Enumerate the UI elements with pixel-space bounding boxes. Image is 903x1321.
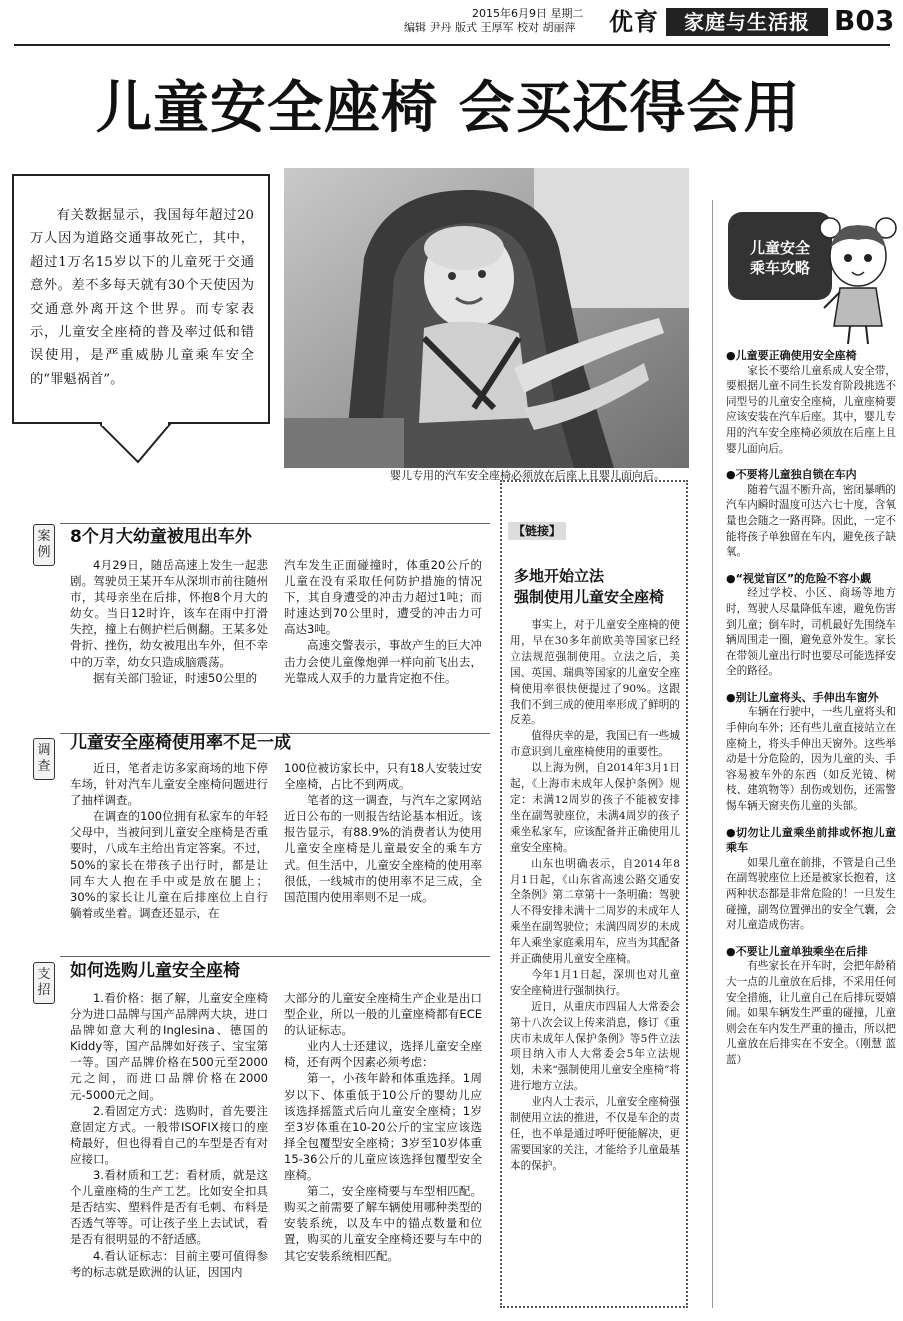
section-rule-tips (60, 956, 490, 957)
link-p6: 近日，从重庆市四届人大常委会第十八次会议上传来消息，修订《重庆市未成年人保护条例》等5件立法项目纳入市人大常委会5年立法规划，未来“强制使用儿童安全座椅”将进行地方立法。 (510, 1000, 680, 1093)
safety-tip-5-body: 如果儿童在前排，不管是自己坐在副驾驶座位上还是被家长抱着，这两种状态都是非常危险的！一旦发生碰撞，副驾位置弹出的安全气囊，会对儿童造成伤害。 (726, 856, 896, 932)
masthead-date: 2015年6月9日 星期二 (472, 7, 584, 20)
tips-col1-p4: 4.看认证标志：目前主要可值得参考的标志就是欧洲的认证，因国内 (70, 1248, 268, 1279)
link-p2: 值得庆幸的是，我国已有一些城市意识到儿童座椅使用的重要性。 (510, 730, 680, 759)
safety-tip-2-title: ●不要将儿童独自锁在车内 (726, 468, 857, 482)
side-title (728, 238, 832, 278)
photo-baby-car-seat (284, 168, 689, 468)
safety-tip-4-body: 车辆在行驶中，一些儿童将头和手伸向车外；还有些儿童直接站立在座椅上，将头手伸出天窗外。这些举动是十分危险的，因为儿童的头、手容易被车外的东西（如反光镜、树枝、建筑物等）刮伤或划伤，还需警惕车辆天窗夹伤儿童的头部。 (726, 706, 896, 813)
safety-tip-3-body: 经过学校、小区、商场等地方时，驾驶人尽量降低车速，避免伤害到儿童；倒车时，司机最好先围绕车辆周围走一圈，避免意外发生。家长在带领儿童出行时也要尽可能选择安全的路径。 (726, 587, 896, 678)
link-body (510, 618, 680, 1302)
side-title-line1: 儿童安全 (749, 239, 810, 257)
case-col2-p2: 高速交警表示，事故产生的巨大冲击力会使儿童像炮弹一样向前飞出去，光靠成人双手的力量肯定抱不住。 (284, 638, 482, 685)
side-title-line2: 乘车攻略 (749, 259, 810, 277)
link-tag: 【链接】 (508, 522, 566, 540)
link-heading-line1: 多地开始立法 (514, 567, 605, 585)
link-p5: 今年1月1日起，深圳也对儿童安全座椅进行强制执行。 (510, 968, 680, 997)
masthead-section: 优育 (609, 8, 659, 36)
safety-tips-column (726, 348, 896, 1308)
section-tag-survey: 调查 (33, 738, 55, 780)
section-tag-tips: 支招 (33, 962, 55, 1004)
safety-tip-3-title: ●“视觉盲区”的危险不容小觑 (726, 571, 872, 585)
safety-tip-1-body: 家长不要给儿童系成人安全带，要根据儿童不同生长发育阶段挑选不同型号的儿童安全座椅，儿童座椅要应该安装在汽车后座。其中，婴儿专用的汽车安全座椅必须放在后座上且婴儿面向后。 (726, 364, 896, 455)
section-heading-case: 8个月大幼童被甩出车外 (70, 527, 252, 547)
case-col2-p1: 汽车发生正面碰撞时，体重20公斤的儿童在没有采取任何防护措施的情况下，其自身遭受的冲击力超过1吨；而时速达到70公里时，遭受的冲击力可高达3吨。 (284, 558, 482, 637)
masthead-rule (14, 44, 890, 46)
photo-caption: 婴儿专用的汽车安全座椅必须放在后座上且婴儿面向后。 (390, 469, 665, 482)
section-heading-survey: 儿童安全座椅使用率不足一成 (70, 733, 291, 753)
right-column-divider (712, 200, 713, 1308)
tips-col1-p3: 3.看材质和工艺：看材质，就是这个儿童座椅的生产工艺。比如安全扣具是否结实、塑料件是否有毛刺、布料是否透气等等。可让孩子坐上去试试，看是否有很明显的不舒适感。 (70, 1168, 268, 1247)
link-p1: 事实上，对于儿童安全座椅的使用，早在30多年前欧美等国家已经立法规范强制使用。立法之后，美国、英国、瑞典等国家的儿童安全座椅使用率很快便提过了90%。这跟我们不到三成的使用率形成了鲜明的反差。 (510, 619, 680, 727)
case-col1-p2: 据有关部门验证，时速50公里的 (93, 670, 258, 685)
section-heading-tips: 如何选购儿童安全座椅 (70, 961, 240, 981)
tips-col2-p2: 业内人士还建议，选择儿童安全座椅，还有两个因素必须考虑： (284, 1039, 482, 1070)
case-column-2 (284, 557, 482, 707)
link-heading-line2: 强制使用儿童安全座椅 (514, 588, 665, 606)
case-col1-p1: 4月29日，随岳高速上发生一起悲剧。驾驶员王某开车从深圳市前往随州市，其母亲坐在后排，怀抱8个月大的幼女。当日12时许，该车在雨中打滑失控，撞上右侧护栏后侧翻。王某多处骨折、挫伤，幼女被甩出车外，但不幸中的万幸，幼女只造成脑震荡。 (70, 558, 268, 669)
safety-tip-2-body: 随着气温不断升高，密闭暴晒的汽车内瞬时温度可达六七十度，含氧量也会随之一路再降。因此，一定不能将孩子单独留在车内，避免孩子缺氧。 (726, 483, 896, 559)
intro-box: 有关数据显示，我国每年超过20万人因为道路交通事故死亡，其中，超过1万名15岁以下的儿童死于交通意外。差不多每天就有30个天使因为交通意外离开这个世界。而专家表示，儿童安全座椅的普及率过低和错误使用，是严重威胁儿童乘车安全的“罪魁祸首”。 (12, 174, 270, 424)
tips-col1-p2: 2.看固定方式：选购时，首先要注意固定方式。一般带ISOFIX接口的座椅最好，但也得看自己的车型是否有对应接口。 (70, 1103, 268, 1166)
link-heading (514, 566, 664, 608)
survey-col2-p2: 笔者的这一调查，与汽车之家网站近日公布的一则报告结论基本相近。该报告显示，有88.9%的消费者认为使用儿童安全座椅是儿童最安全的乘车方式。但生活中，儿童安全座椅的使用率很低，一线城市的使用率不足三成，全国范围内使用率则不足一成。 (284, 793, 482, 904)
safety-tip-4-title: ●别让儿童将头、手伸出车窗外 (726, 690, 879, 704)
safety-tip-6-body: 有些家长在开车时，会把年龄稍大一点的儿童放在后排，不采用任何安全措施，让儿童自己在后排玩耍嬉闹。如果车辆发生严重的碰撞，儿童则会在车内发生严重的撞击，所以把儿童放在后排实在不安全。（刚慧 蓝蓝） (726, 960, 896, 1066)
tips-column-1 (70, 990, 268, 1290)
masthead-paper-logo: 家庭与生活报 (666, 8, 828, 36)
survey-column-2 (284, 760, 482, 938)
cartoon-girl-illustration (818, 208, 898, 348)
section-tag-case: 案例 (33, 524, 55, 566)
safety-tip-5-title: ●切勿让儿童乘坐前排或怀抱儿童乘车 (726, 825, 896, 855)
safety-tip-6-title: ●不要让儿童单独乘坐在后排 (726, 944, 868, 958)
tips-col2-p1: 大部分的儿童安全座椅生产企业是出口型企业，所以一般的儿童座椅都有ECE的认证标志。 (284, 991, 482, 1038)
link-p3: 以上海为例，自2014年3月1日起，《上海市未成年人保护条例》规定：未满12周岁的孩子不能被安排坐在副驾驶座位，未满4周岁的孩子乘坐私家车，应该配备并正确使用儿童安全座椅。 (510, 762, 680, 854)
tips-col2-p4: 第二，安全座椅要与车型相匹配。购买之前需要了解车辆使用哪种类型的安装系统，以及车中的锚点数量和位置，购买的儿童安全座椅还要与车中的其它安装系统相匹配。 (284, 1184, 482, 1263)
masthead-page-number: B03 (834, 4, 895, 37)
tips-col1-p1: 1.看价格：据了解，儿童安全座椅分为进口品牌与国产品牌两大块，进口品牌如意大利的Inglesina、德国的Kiddy等，国产品牌如好孩子、宝宝第一等。国产品牌价格在500元至2000元之间，而进口品牌价格在2000元-5000元之间。 (70, 991, 268, 1102)
intro-box-pointer (100, 422, 180, 466)
link-p7: 业内人士表示，儿童安全座椅强制使用立法的推进，不仅是车企的责任，也不单是通过呼吁便能解决，更需要国家的关注，才能给予儿童最基本的保护。 (510, 1096, 680, 1172)
survey-col2-p1: 100位被访家长中，只有18人安装过安全座椅，占比不到两成。 (284, 761, 482, 792)
link-p4: 山东也明确表示，自2014年8月1日起，《山东省高速公路交通安全条例》第二章第十一条明确：驾驶人不得安排未满十二周岁的未成年人乘坐在副驾驶位；未满四周岁的未成年人乘坐家庭乘用车，应当为其配备并正确使用儿童安全座椅。 (510, 857, 680, 966)
tips-col2-p3: 第一，小孩年龄和体重选择。1周岁以下、体重低于10公斤的婴幼儿应该选择摇篮式后向儿童安全座椅；1岁至3岁体重在10-20公斤的宝宝应该选择全包覆型安全座椅；3岁至10岁体重15-36公斤的儿童应该选择包覆型安全座椅。 (284, 1071, 482, 1183)
case-column-1 (70, 557, 268, 707)
masthead-staff: 编辑 尹丹 版式 王厚军 校对 胡丽萍 (404, 21, 576, 34)
safety-tip-1-title: ●儿童要正确使用安全座椅 (726, 349, 857, 362)
survey-col1-p1: 近日，笔者走访多家商场的地下停车场，针对汽车儿童安全座椅问题进行了抽样调查。 (70, 761, 268, 808)
survey-col1-p2: 在调查的100位拥有私家车的年轻父母中，当被问到儿童安全座椅是否重要时，八成车主给出肯定答案。不过，50%的家长在带孩子出行时，都是让同车大人抱在手中或是放在腿上；30%的家长让儿童在后排座位上自行躺着或坐着。调查还显示，在 (70, 809, 268, 920)
headline: 儿童安全座椅 会买还得会用 (96, 76, 801, 141)
section-rule-case (60, 523, 490, 524)
survey-column-1 (70, 760, 268, 938)
tips-column-2 (284, 990, 482, 1290)
